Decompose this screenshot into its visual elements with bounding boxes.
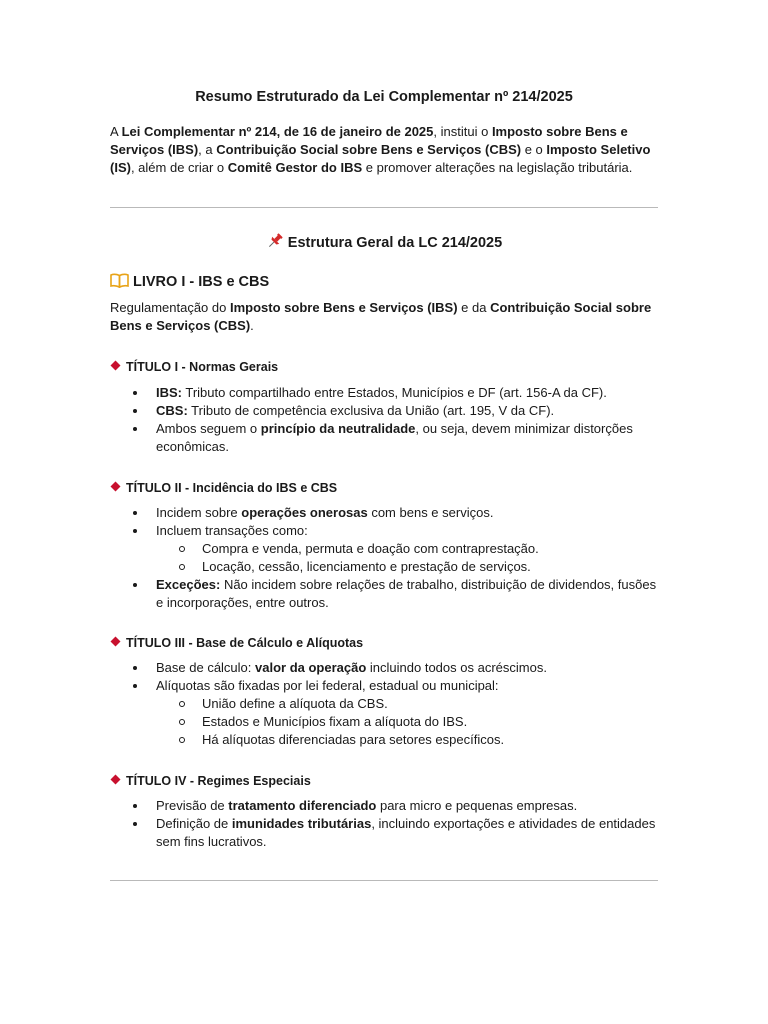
livro-description (110, 299, 658, 335)
intro-text: A (110, 124, 122, 139)
item-text: Definição de (156, 816, 232, 831)
sub-list-item (110, 731, 658, 749)
list-item (110, 420, 658, 456)
item-text: Base de cálculo: (156, 660, 256, 675)
circle-bullet-icon (179, 546, 185, 552)
item-bold: imunidades tributárias (231, 816, 372, 831)
sub-item-text: Locação, cessão, licenciamento e prestação de serviços. (202, 559, 531, 574)
item-bold: IBS: (156, 385, 182, 400)
titulo-heading-text: TÍTULO I - Normas Gerais (126, 360, 279, 374)
list-item (110, 522, 658, 540)
titulo-heading-text: TÍTULO III - Base de Cálculo e Alíquotas (126, 636, 364, 650)
list-item (110, 384, 658, 402)
livro-heading-text: LIVRO I - IBS e CBS (133, 274, 270, 290)
pushpin-icon (266, 232, 284, 255)
bullet-icon (133, 391, 137, 395)
bullet-icon (133, 804, 137, 808)
intro-bold: Comitê Gestor do IBS (227, 160, 363, 175)
horizontal-rule (110, 880, 658, 881)
intro-text: e promover alterações na legislação tributária. (362, 160, 633, 175)
item-text: Incluem transações como: (156, 523, 308, 538)
list-item (110, 504, 658, 522)
item-text: Previsão de (156, 798, 229, 813)
sub-item-text: Há alíquotas diferenciadas para setores específicos. (202, 732, 505, 747)
item-bold: operações onerosas (241, 505, 368, 520)
item-text: Tributo de competência exclusiva da União (art. 195, V da CF). (187, 403, 555, 418)
sub-item-text: União define a alíquota da CBS. (202, 696, 388, 711)
desc-text: . (250, 318, 254, 333)
titulo-heading (110, 358, 278, 376)
item-bold: tratamento diferenciado (228, 798, 377, 813)
intro-text: , a (198, 142, 217, 157)
bullet-list (110, 659, 658, 749)
bullet-icon (133, 684, 137, 688)
titulo-heading (110, 634, 363, 652)
bullet-icon (133, 822, 137, 826)
desc-text: Regulamentação do (110, 300, 230, 315)
section-heading (110, 232, 658, 255)
open-book-icon (110, 273, 129, 293)
circle-bullet-icon (179, 719, 185, 725)
item-bold: CBS: (156, 403, 188, 418)
item-text: Alíquotas são fixadas por lei federal, estadual ou municipal: (156, 678, 499, 693)
red-diamond-icon (110, 772, 121, 790)
intro-bold: Lei Complementar nº 214, de 16 de janeiro de 2025 (121, 124, 434, 139)
list-item (110, 677, 658, 695)
circle-bullet-icon (179, 564, 185, 570)
intro-bold: Contribuição Social sobre Bens e Serviços (CBS) (216, 142, 522, 157)
bullet-icon (133, 409, 137, 413)
bullet-icon (133, 427, 137, 431)
desc-bold: Imposto sobre Bens e Serviços (IBS) (229, 300, 458, 315)
horizontal-rule (110, 207, 658, 208)
list-item (110, 815, 658, 851)
intro-text: , além de criar o (130, 160, 228, 175)
item-bold: princípio da neutralidade (260, 421, 416, 436)
intro-text: e o (521, 142, 547, 157)
circle-bullet-icon (179, 737, 185, 743)
item-bold: Exceções: (156, 577, 221, 592)
sub-list-item (110, 695, 658, 713)
sub-list-item (110, 558, 658, 576)
document-title: Resumo Estruturado da Lei Complementar nº 214/2025 (195, 89, 573, 105)
list-item (110, 576, 658, 612)
red-diamond-icon (110, 479, 121, 497)
sub-item-text: Compra e venda, permuta e doação com contraprestação. (202, 541, 539, 556)
section-heading-text: Estrutura Geral da LC 214/2025 (287, 235, 503, 251)
list-item (110, 659, 658, 677)
bullet-list (110, 504, 658, 612)
titulo-heading-text: TÍTULO IV - Regimes Especiais (126, 774, 311, 788)
titulo-heading (110, 479, 337, 497)
bullet-icon (133, 529, 137, 533)
item-text: Ambos seguem o (156, 421, 261, 436)
item-text: Tributo compartilhado entre Estados, Municípios e DF (art. 156-A da CF). (182, 385, 607, 400)
item-text: , ou seja, devem minimizar distorções econômicas. (156, 421, 633, 454)
bullet-list (110, 797, 658, 851)
item-text: , incluindo exportações e atividades de entidades sem fins lucrativos. (156, 816, 656, 849)
bullet-icon (133, 583, 137, 587)
item-text: com bens e serviços. (367, 505, 494, 520)
intro-text: , institui o (433, 124, 492, 139)
titulo-heading-text: TÍTULO II - Incidência do IBS e CBS (126, 481, 338, 495)
sub-list-item (110, 713, 658, 731)
intro-bold: Imposto Seletivo (IS) (110, 142, 651, 175)
list-item (110, 797, 658, 815)
intro-paragraph (110, 123, 658, 177)
item-text: incluindo todos os acréscimos. (366, 660, 547, 675)
bullet-list (110, 384, 658, 456)
desc-text: e da (457, 300, 491, 315)
item-bold: valor da operação (255, 660, 367, 675)
list-item (110, 402, 658, 420)
intro-bold: Imposto sobre Bens e Serviços (IBS) (110, 124, 628, 157)
bullet-icon (133, 511, 137, 515)
desc-bold: Contribuição Social sobre Bens e Serviços (CBS) (110, 300, 652, 333)
item-text: Incidem sobre (156, 505, 242, 520)
item-text: Não incidem sobre relações de trabalho, distribuição de dividendos, fusões e incorporações, entre outros. (156, 577, 657, 610)
titulo-heading (110, 772, 311, 790)
bullet-icon (133, 666, 137, 670)
red-diamond-icon (110, 634, 121, 652)
red-diamond-icon (110, 358, 121, 376)
circle-bullet-icon (179, 701, 185, 707)
sub-item-text: Estados e Municípios fixam a alíquota do IBS. (202, 714, 468, 729)
item-text: para micro e pequenas empresas. (376, 798, 578, 813)
livro-heading (110, 273, 269, 293)
sub-list-item (110, 540, 658, 558)
